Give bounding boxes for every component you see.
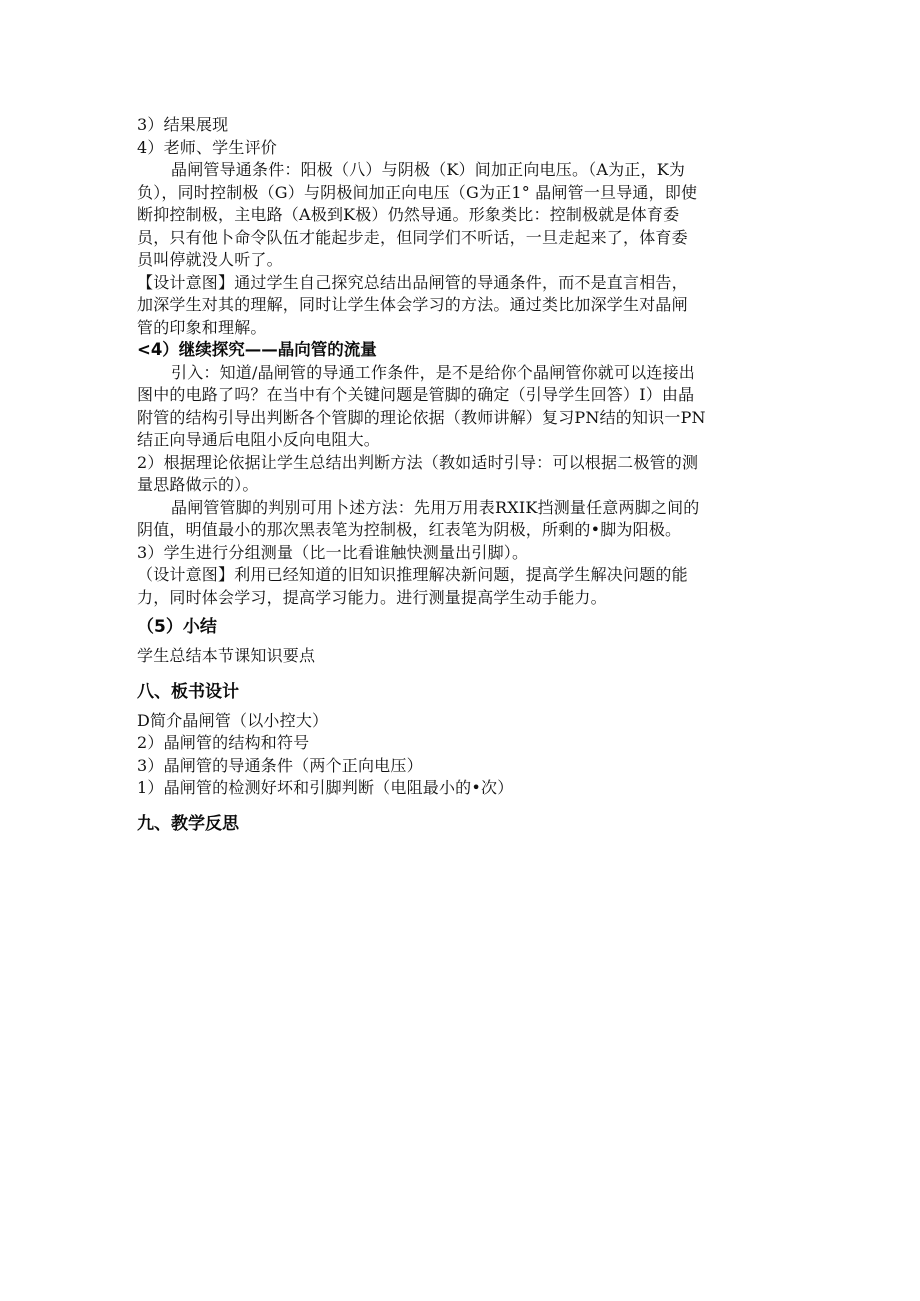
section-heading: 九、教学反思 bbox=[137, 813, 239, 834]
text-line: 引入：知道/晶闸管的导通工作条件，是不是给你个晶闸管你就可以连接出 bbox=[171, 362, 695, 382]
section-heading: <4）继续探究——晶向管的流量 bbox=[137, 340, 377, 359]
text-line: 晶闸管管脚的判别可用卜述方法：先用万用表RXIK挡测量任意两脚之间的 bbox=[171, 497, 700, 517]
text-line: 阴值，明值最小的那次黑表笔为控制极，红表笔为阴极，所剩的•脚为阳极。 bbox=[137, 520, 682, 539]
text-line: 附管的结构引导出判断各个管脚的理论依据（教师讲解）复习PN结的知识一PN bbox=[137, 407, 706, 427]
text-line: 结正向导通后电阻小反向电阻大。 bbox=[137, 430, 381, 449]
list-item: 3）晶闸管的导通条件（两个正向电压） bbox=[137, 755, 423, 775]
document-page bbox=[137, 114, 785, 836]
text-line: 量思路做示的）。 bbox=[137, 475, 259, 494]
list-item: D简介晶闸管（以小控大） bbox=[137, 710, 329, 730]
text-line: 负），同时控制极（G）与阴极间加正向电压（G为正1° 晶闸管一旦导通，即使 bbox=[137, 182, 698, 202]
text-line: 3）学生进行分组测量（比一比看谁触快测量出引脚）。 bbox=[137, 542, 529, 562]
text-line: 员，只有他卜命令队伍才能起步走，但同学们不听话，一旦走起来了，体育委 bbox=[137, 227, 688, 247]
text-line: （设计意图】利用已经知道的旧知识推理解决新问题，提高学生解决问题的能 bbox=[137, 565, 688, 584]
text-line: 图中的电路了吗？在当中有个关键问题是管脚的确定（引导学生回答）I）由晶 bbox=[137, 385, 695, 404]
list-item: 1）晶闸管的检测好坏和引脚判断（电阻最小的•次） bbox=[137, 778, 514, 797]
text-line: 2）根据理论依据让学生总结出判断方法（教如适时引导：可以根据二极管的测 bbox=[137, 452, 699, 472]
text-line: 学生总结本节课知识要点 bbox=[137, 646, 316, 665]
text-line: 加深学生对其的理解，同时让学生体会学习的方法。通过类比加深学生对晶闸 bbox=[137, 295, 688, 314]
section-heading: （5）小结 bbox=[137, 617, 217, 637]
text-line: 管的印象和理解。 bbox=[137, 317, 267, 337]
text-line: 晶闸管导通条件：阳极（八）与阴极（K）间加正向电压。（A为正，K为 bbox=[171, 160, 686, 179]
section-heading: 八、板书设计 bbox=[137, 681, 239, 702]
text-line: 4）老师、学生评价 bbox=[137, 137, 277, 157]
text-line: 断抑控制极，主电路（A极到K极）仍然导通。形象类比：控制极就是体育委 bbox=[137, 205, 680, 224]
text-line: 员叫停就没人听了。 bbox=[137, 250, 283, 269]
text-line: 【设计意图】通过学生自己探究总结出品闸管的导通条件，而不是直言相告， bbox=[137, 272, 688, 292]
text-line: 力，同时体会学习，提高学习能力。进行测量提高学生动手能力。 bbox=[137, 587, 607, 607]
text-line: 3）结果展现 bbox=[137, 115, 229, 134]
list-item: 2）晶闸管的结构和符号 bbox=[137, 733, 310, 752]
